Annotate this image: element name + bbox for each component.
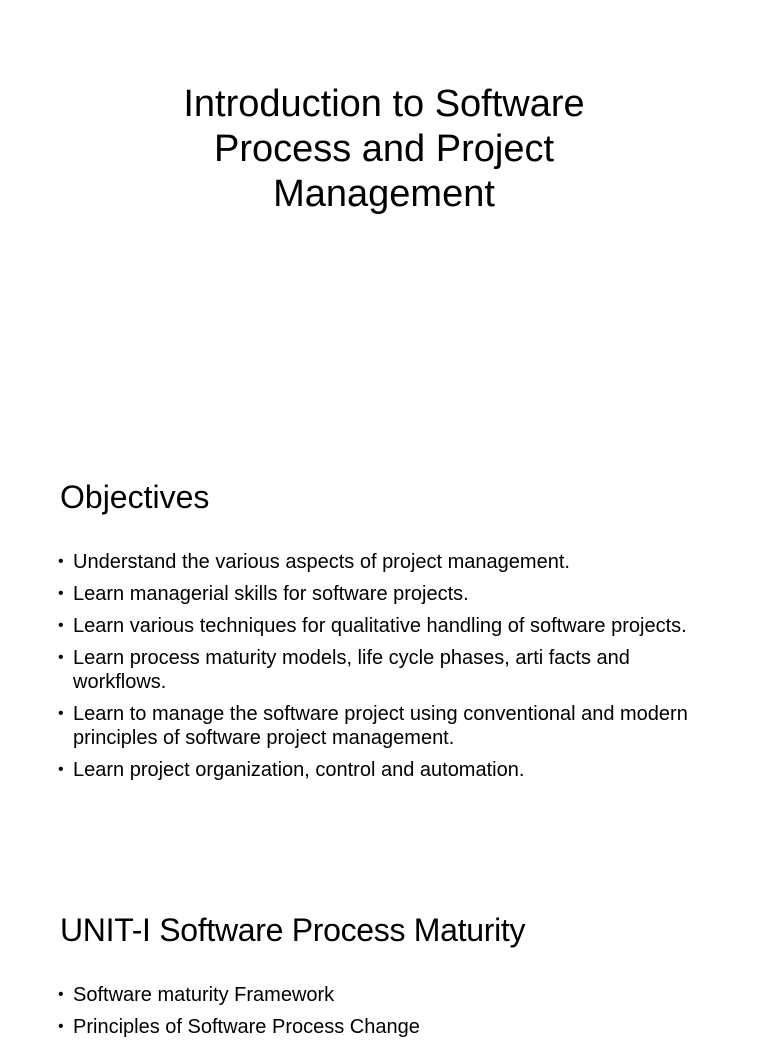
list-item-text: Learn process maturity models, life cycle phases, arti facts and workflows. (73, 647, 630, 693)
unit-heading: UNIT-I Software Process Maturity (60, 912, 526, 948)
list-item (58, 646, 718, 694)
list-item-text: Understand the various aspects of project management. (73, 551, 570, 573)
list-item-text: Software maturity Framework (73, 984, 335, 1006)
unit-topics-list (58, 983, 718, 1047)
objectives-heading: Objectives (60, 479, 210, 515)
list-item (58, 550, 718, 574)
list-item (58, 614, 718, 638)
bullet-icon: • (58, 553, 64, 570)
title-line: Process and Project (213, 128, 555, 170)
title-line: Management (273, 173, 495, 215)
bullet-icon: • (58, 705, 64, 722)
list-item (58, 758, 718, 782)
list-item (58, 983, 718, 1007)
list-item-text: Learn project organization, control and automation. (73, 759, 525, 781)
list-item (58, 582, 718, 606)
bullet-icon: • (58, 986, 64, 1003)
list-item-text: Learn managerial skills for software projects. (73, 583, 469, 605)
bullet-icon: • (58, 585, 64, 602)
list-item (58, 702, 718, 750)
list-item-text: Principles of Software Process Change (73, 1016, 420, 1038)
bullet-icon: • (58, 761, 64, 778)
list-item-text: Learn various techniques for qualitative handling of software projects. (73, 615, 687, 637)
objectives-list (58, 550, 718, 790)
bullet-icon: • (58, 649, 64, 666)
list-item (58, 1015, 718, 1039)
presentation-title (0, 82, 768, 217)
list-item-text: Learn to manage the software project using conventional and modern principles of software project management. (73, 703, 688, 749)
bullet-icon: • (58, 1018, 64, 1035)
bullet-icon: • (58, 617, 64, 634)
title-line: Introduction to Software (183, 83, 585, 125)
slide-title (0, 0, 768, 420)
